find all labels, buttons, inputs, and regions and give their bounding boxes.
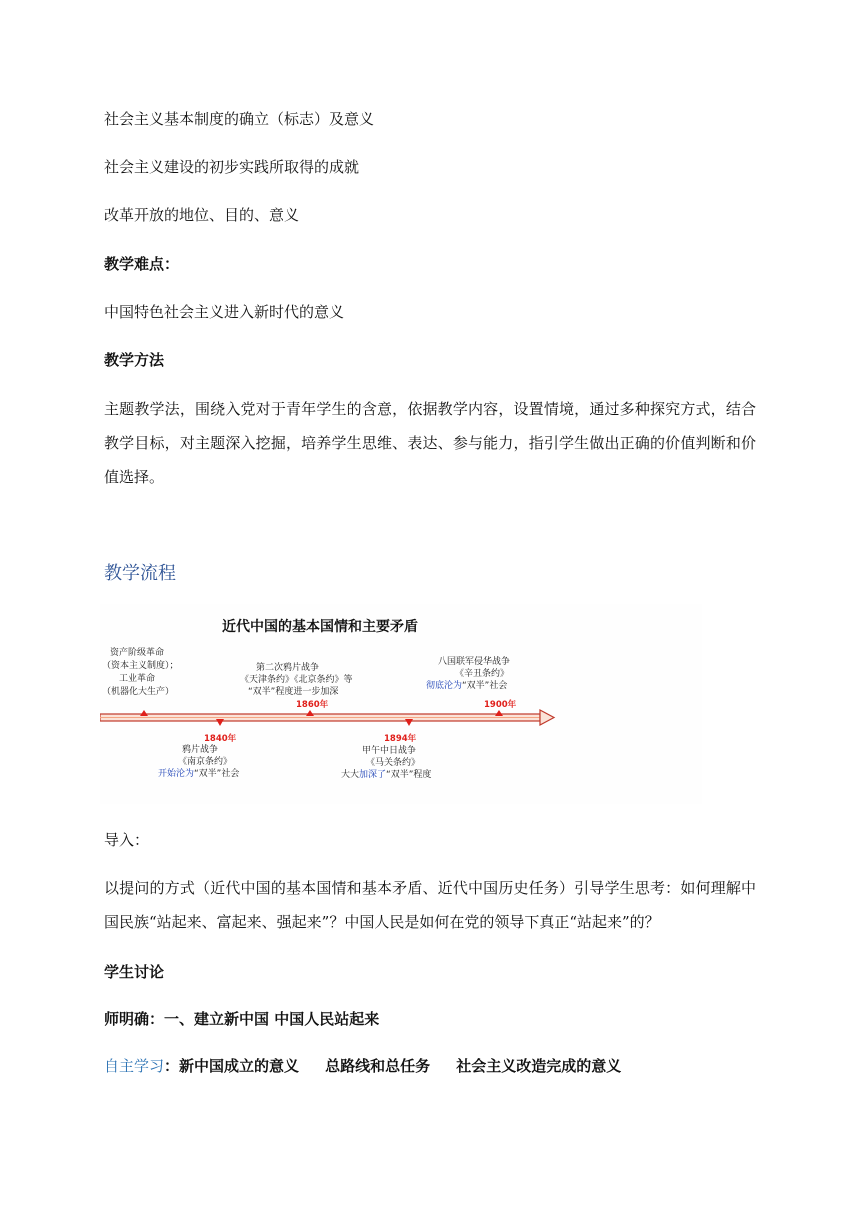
- timeline-1894-line-1: 甲午中日战争: [362, 746, 417, 756]
- timeline-1840-line-1: 鸦片战争: [182, 745, 219, 755]
- timeline-left-line-4: （机器化大生产）: [102, 687, 175, 697]
- timeline-marker-1860: [306, 710, 314, 716]
- timeline-figure: [100, 604, 702, 804]
- timeline-marker-1840: [216, 719, 224, 726]
- timeline-marker-1894: [405, 719, 413, 726]
- body-line-3: 改革开放的地位、目的、意义: [104, 206, 300, 224]
- method-heading: 教学方法: [104, 351, 165, 369]
- timeline-marker-1900: [495, 710, 503, 716]
- discussion-heading: 学生讨论: [104, 963, 165, 981]
- timeline-marker-start: [140, 710, 148, 716]
- timeline-1900-emphasis: 彻底沦为: [426, 681, 463, 691]
- timeline-title: 近代中国的基本国情和主要矛盾: [222, 619, 418, 635]
- timeline-1900-line-3: [426, 679, 507, 691]
- self-study-colon: ：: [164, 1057, 180, 1075]
- timeline-left-line-1: 资产阶级革命: [110, 648, 165, 658]
- timeline-year-1894: 1894年: [384, 734, 417, 744]
- timeline-year-1900: 1900年: [484, 700, 517, 710]
- timeline-1894-prefix: 大大: [341, 770, 360, 780]
- intro-label: 导入：: [104, 831, 150, 849]
- timeline-1894-rest: “双半”程度: [386, 770, 432, 780]
- timeline-1900-rest: “双半”社会: [462, 681, 508, 691]
- self-study-line: [104, 1056, 621, 1076]
- teacher-point: 师明确：一、建立新中国 中国人民站起来: [104, 1010, 380, 1028]
- timeline-left-line-2: （资本主义制度）；: [102, 661, 179, 671]
- difficulty-item: 中国特色社会主义进入新时代的意义: [104, 303, 345, 321]
- self-study-items: 新中国成立的意义 总路线和总任务 社会主义改造完成的意义: [179, 1057, 622, 1075]
- timeline-1894-line-3: [341, 768, 431, 780]
- timeline-1900-line-2: 《辛丑条约》: [455, 669, 510, 679]
- body-line-2: 社会主义建设的初步实践所取得的成就: [104, 158, 360, 176]
- timeline-left-line-3: 工业革命: [119, 674, 156, 684]
- intro-paragraph: 以提问的方式（近代中国的基本国情和基本矛盾、近代中国历史任务）引导学生思考：如何理解中国民族“站起来、富起来、强起来”？中国人民是如何在党的领导下真正“站起来”的？: [104, 879, 756, 931]
- method-paragraph: 主题教学法，围绕入党对于青年学生的含意，依据教学内容，设置情境，通过多种探究方式，结合教学目标，对主题深入挖掘，培养学生思维、表达、参与能力，指引学生做出正确的价值判断和价值选择。: [104, 400, 756, 486]
- self-study-label: 自主学习: [104, 1057, 165, 1075]
- timeline-1894-emphasis: 加深了: [359, 770, 387, 780]
- timeline-1860-line-3: “双半”程度进一步加深: [248, 687, 339, 697]
- timeline-1840-rest: “双半”社会: [194, 769, 240, 779]
- timeline-1840-emphasis: 开始沦为: [158, 769, 195, 779]
- timeline-year-1860: 1860年: [296, 700, 329, 710]
- timeline-1860-line-2: 《天津条约》《北京条约》等: [240, 675, 353, 685]
- timeline-1894-line-2: 《马关条约》: [366, 758, 421, 768]
- timeline-1900-line-1: 八国联军侵华战争: [438, 657, 511, 667]
- body-line-1: 社会主义基本制度的确立（标志）及意义: [104, 110, 375, 128]
- timeline-1840-line-3: [158, 767, 239, 779]
- timeline-axis: [100, 710, 554, 725]
- difficulty-heading: 教学难点：: [104, 255, 180, 273]
- timeline-1860-line-1: 第二次鸦片战争: [256, 663, 320, 673]
- timeline-1840-line-2: 《南京条约》: [178, 757, 233, 767]
- timeline-year-1840: 1840年: [204, 734, 237, 744]
- process-heading: 教学流程: [104, 563, 176, 584]
